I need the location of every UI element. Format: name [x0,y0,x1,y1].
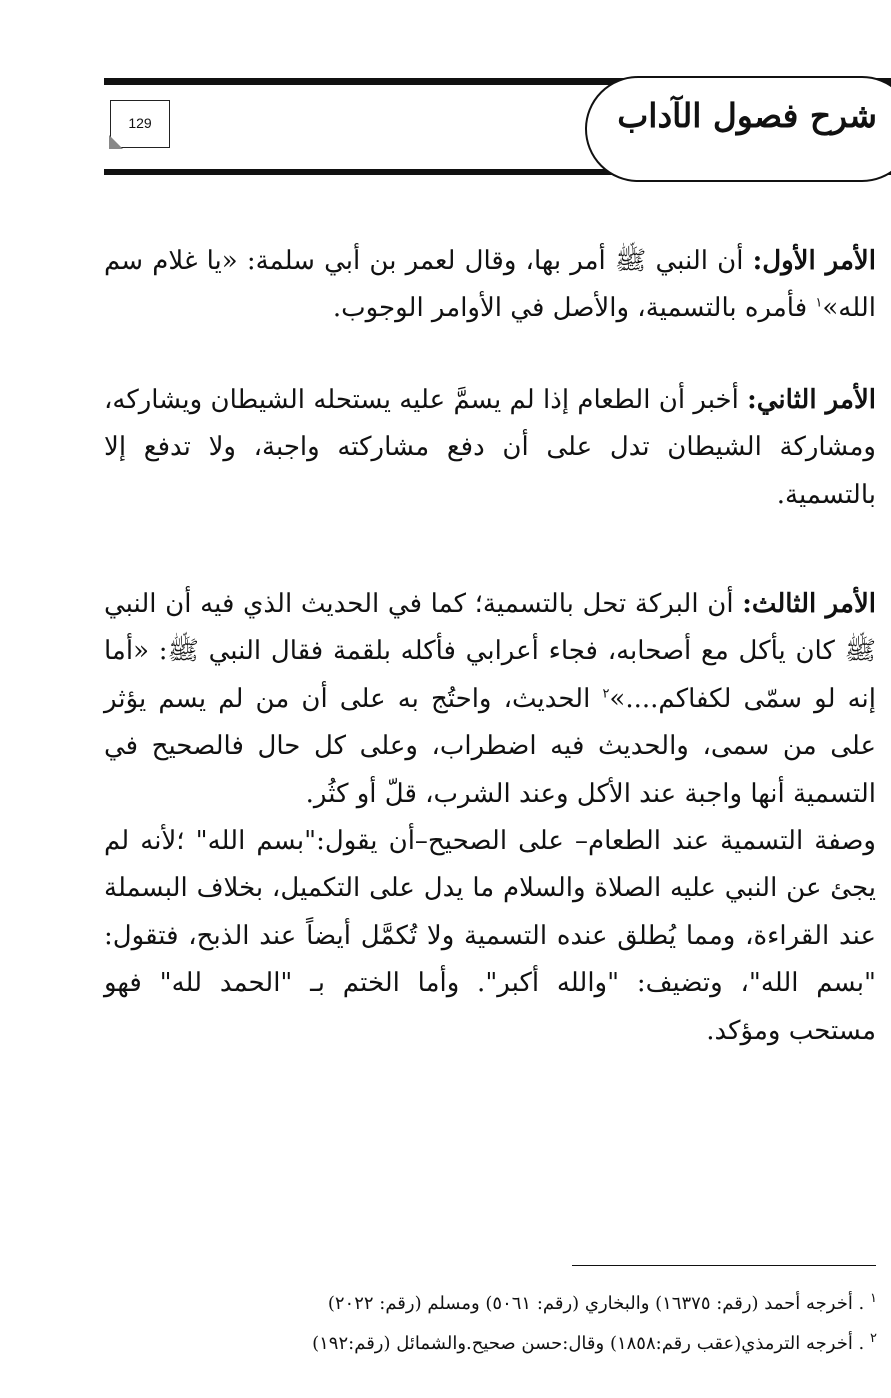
footnote-marker: ٢ [870,1331,877,1346]
paragraph-first-matter [104,238,876,333]
paragraph-tail: الحديث، واحتُج به على أن من لم يسم يؤثر على من سمى، والحديث فيه اضطراب، وعلى كل حال فالصحيح في التسمية أنها واجبة عند الأكل وعند الشرب، قلّ أو كثُر. [104,683,876,809]
footnotes [150,1284,877,1364]
paragraph-second-matter [104,377,876,519]
page-number: 129 [128,115,152,131]
footnote-item [150,1284,877,1324]
paragraph-text: أن النبي ﷺ أمر بها، وقال لعمر بن أبي سلمة: «يا غلام سم الله» [104,246,876,324]
footnote-item [150,1324,877,1364]
paragraph-third-matter [104,581,876,818]
page-number-box [110,100,170,148]
paragraph-text: أخبر أن الطعام إذا لم يسمَّ عليه يستحله الشيطان ويشاركه، ومشاركة الشيطان تدل على أن دفع مشاركته واجبة، ولا تدفع إلا بالتسمية. [104,384,876,510]
paragraph-lead: الأمر الأول: [752,246,876,276]
paragraph-basmala-form [104,818,876,1055]
footnote-ref: ١ [815,295,823,311]
footnote-marker: ١ [870,1291,877,1306]
paragraph-text: أن البركة تحل بالتسمية؛ كما في الحديث الذي فيه أن النبي ﷺ كان يأكل مع أصحابه، فجاء أعرابي فأكله بلقمة فقال النبي ﷺ: «أما إنه لو سمّى لكفاكم....» [104,589,876,714]
paragraph-tail: فأمره بالتسمية، والأصل في الأوامر الوجوب. [332,293,816,324]
paragraph-text: وصفة التسمية عند الطعام– على الصحيح–أن يقول:"بسم الله" ؛لأنه لم يجئ عن النبي عليه الصلاة والسلام ما يدل على التكميل، بخلاف البسملة عند القراءة، ومما يُطلق عنده التسمية ولا تُكمَّل أيضاً عند الذبح، فتقول: "بسم الله"، وتضيف: "والله أكبر". وأما الختم بـ "الحمد لله" فهو مستحب ومؤكد. [104,826,876,1046]
body-text [104,238,876,1055]
page-title: شرح فصول الآداب [617,96,877,135]
footnote-text: . أخرجه الترمذي(عقب رقم:١٨٥٨) وقال:حسن صحيح.والشمائل (رقم:١٩٢) [312,1333,865,1354]
footnote-text: . أخرجه أحمد (رقم: ١٦٣٧٥) والبخاري (رقم: ٥٠٦١) ومسلم (رقم: ٢٠٢٢) [327,1293,865,1314]
paragraph-lead: الأمر الثاني: [747,384,876,415]
footnote-separator [572,1265,876,1266]
paragraph-lead: الأمر الثالث: [742,589,876,620]
footnote-ref: ٢ [602,686,610,702]
